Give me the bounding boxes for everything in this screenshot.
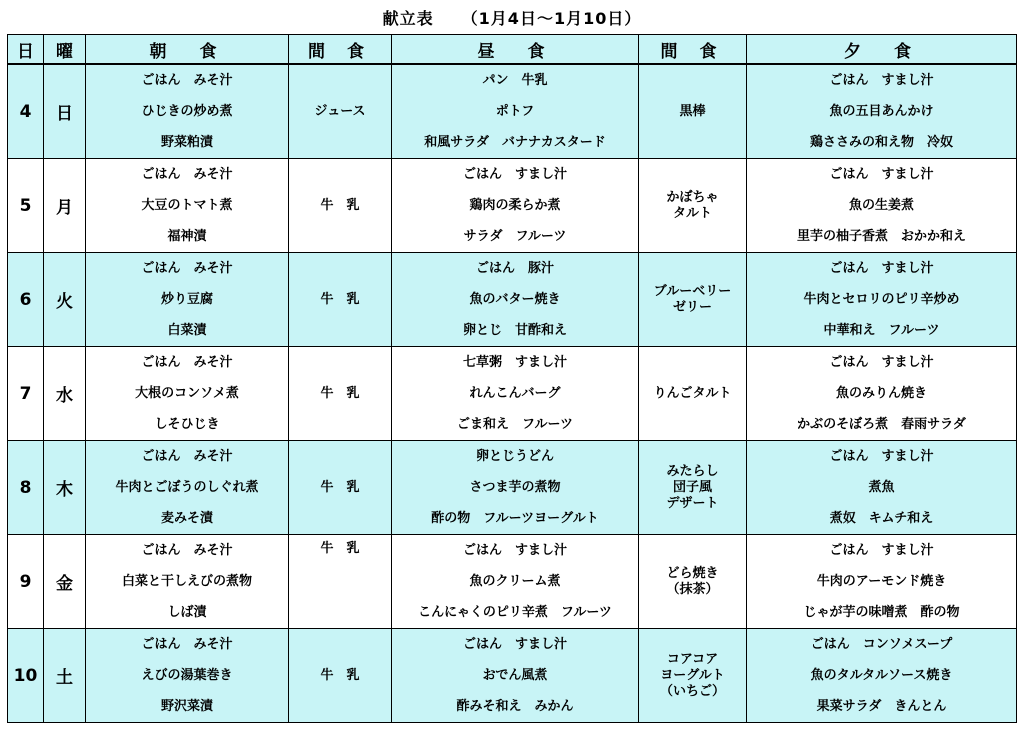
dinner-cell-item: 里芋の柚子香煮 おかか和え <box>796 229 966 244</box>
breakfast-cell <box>86 159 289 253</box>
snack-am-cell <box>289 159 392 253</box>
lunch-cell-item: こんにゃくのピリ辛煮 フルーツ <box>418 605 612 620</box>
lunch-cell <box>392 159 639 253</box>
snack-pm-cell-line: コアコア <box>666 651 719 667</box>
dinner-cell-item: ごはん コンソメスープ <box>810 637 953 652</box>
table-row <box>8 253 1017 347</box>
table-row <box>8 64 1017 159</box>
snack-pm-cell <box>639 64 747 159</box>
dow-cell: 火 <box>44 253 86 347</box>
breakfast-cell-item: しば漬 <box>167 605 207 620</box>
dinner-cell <box>747 441 1017 535</box>
breakfast-cell-item: 麦みそ漬 <box>160 511 213 526</box>
table-row <box>8 535 1017 629</box>
dinner-cell-item: 牛肉のアーモンド焼き <box>816 574 947 589</box>
dow-cell: 月 <box>44 159 86 253</box>
snack-pm-cell <box>639 159 747 253</box>
snack-am-cell <box>289 253 392 347</box>
table-row <box>8 347 1017 441</box>
breakfast-cell <box>86 441 289 535</box>
dow-cell: 木 <box>44 441 86 535</box>
snack-pm-cell-line: ブルーベリー <box>653 283 732 299</box>
dinner-cell-item: かぶのそぼろ煮 春雨サラダ <box>797 417 966 432</box>
lunch-cell-item: 魚のクリーム煮 <box>469 574 561 589</box>
table-row <box>8 159 1017 253</box>
day-cell: 6 <box>8 253 44 347</box>
snack-pm-cell-line: ヨーグルト <box>660 667 725 683</box>
lunch-cell-item: サラダ フルーツ <box>463 229 567 244</box>
dow-cell: 水 <box>44 347 86 441</box>
breakfast-cell-item: 野沢菜漬 <box>160 699 213 714</box>
dinner-cell-item: 魚のタルタルソース焼き <box>810 668 953 683</box>
lunch-cell-item: 和風サラダ バナナカスタード <box>424 135 606 150</box>
dinner-cell-item: 果菜サラダ きんとん <box>816 699 947 714</box>
lunch-cell-item: 卵とじうどん <box>475 449 554 464</box>
breakfast-cell-item: しそひじき <box>154 417 220 432</box>
lunch-cell <box>392 629 639 723</box>
table-row <box>8 629 1017 723</box>
breakfast-cell <box>86 253 289 347</box>
snack-pm-cell-line: ゼリー <box>672 299 712 315</box>
breakfast-cell-item: 大根のコンソメ煮 <box>135 386 239 401</box>
snack-pm-cell-line: みたらし <box>666 463 719 479</box>
title-period: （1月4日～1月10日） <box>461 9 642 28</box>
breakfast-cell-item: ごはん みそ汁 <box>141 167 233 182</box>
lunch-cell <box>392 441 639 535</box>
lunch-cell-item: れんこんバーグ <box>469 386 561 401</box>
dinner-cell-item: 魚の生姜煮 <box>848 198 914 213</box>
dinner-cell <box>747 159 1017 253</box>
breakfast-cell-item: ごはん みそ汁 <box>141 449 233 464</box>
breakfast-cell-item: 福神漬 <box>167 229 207 244</box>
snack-pm-cell-line: タルト <box>672 205 712 221</box>
breakfast-cell <box>86 347 289 441</box>
menu-table <box>7 34 1017 723</box>
snack-pm-cell <box>639 253 747 347</box>
dinner-cell-item: 牛肉とセロリのピリ辛炒め <box>803 292 960 307</box>
lunch-cell-item: 酢みそ和え みかん <box>456 699 574 714</box>
dinner-cell-item: 鶏ささみの和え物 冷奴 <box>809 135 953 150</box>
header-snack-am: 間 食 <box>289 35 392 65</box>
breakfast-cell-item: ごはん みそ汁 <box>141 261 233 276</box>
breakfast-cell-item: 大豆のトマト煮 <box>141 198 233 213</box>
lunch-cell-item: 七草粥 すまし汁 <box>462 355 567 370</box>
lunch-cell <box>392 253 639 347</box>
snack-pm-cell <box>639 535 747 629</box>
dinner-cell-item: ごはん すまし汁 <box>829 167 934 182</box>
page-title <box>0 6 1024 30</box>
lunch-cell <box>392 64 639 159</box>
breakfast-cell-item: 野菜粕漬 <box>160 135 213 150</box>
dinner-cell <box>747 253 1017 347</box>
breakfast-cell-item: 牛肉とごぼうのしぐれ煮 <box>115 480 259 495</box>
lunch-cell-item: さつま芋の煮物 <box>469 480 561 495</box>
dinner-cell-item: ごはん すまし汁 <box>829 73 934 88</box>
breakfast-cell <box>86 64 289 159</box>
header-snack-pm: 間 食 <box>639 35 747 65</box>
dinner-cell-item: じゃが芋の味噌煮 酢の物 <box>803 605 960 620</box>
breakfast-cell-item: ごはん みそ汁 <box>141 355 233 370</box>
menu-body <box>8 64 1017 723</box>
breakfast-cell <box>86 535 289 629</box>
header-dow: 曜 <box>44 35 86 65</box>
snack-pm-cell-line: どら焼き <box>666 565 719 581</box>
day-cell: 10 <box>8 629 44 723</box>
breakfast-cell-item: ごはん みそ汁 <box>141 73 233 88</box>
lunch-cell-item: 鶏肉の柔らか煮 <box>469 198 561 213</box>
snack-pm-cell <box>639 347 747 441</box>
dinner-cell <box>747 347 1017 441</box>
snack-am-cell-line: 牛 乳 <box>320 479 360 495</box>
snack-am-cell <box>289 535 392 629</box>
header-row <box>8 35 1017 65</box>
snack-pm-cell-line: デザート <box>666 495 719 511</box>
breakfast-cell-item: ごはん みそ汁 <box>141 637 233 652</box>
day-cell: 7 <box>8 347 44 441</box>
lunch-cell-item: 卵とじ 甘酢和え <box>462 323 567 338</box>
header-dinner: 夕 食 <box>747 35 1017 65</box>
dinner-cell-item: 煮奴 キムチ和え <box>829 511 934 526</box>
header-day: 日 <box>8 35 44 65</box>
day-cell: 5 <box>8 159 44 253</box>
dinner-cell-item: ごはん すまし汁 <box>829 449 934 464</box>
breakfast-cell-item: 白菜と干しえびの煮物 <box>121 574 252 589</box>
dow-cell: 土 <box>44 629 86 723</box>
snack-am-cell <box>289 64 392 159</box>
lunch-cell-item: ごま和え フルーツ <box>457 417 573 432</box>
breakfast-cell <box>86 629 289 723</box>
breakfast-cell-item: 白菜漬 <box>167 323 207 338</box>
header-breakfast: 朝 食 <box>86 35 289 65</box>
snack-pm-cell-line: （抹茶） <box>666 581 719 597</box>
lunch-cell-item: ごはん すまし汁 <box>462 167 567 182</box>
snack-am-cell-line: 牛 乳 <box>320 291 360 307</box>
lunch-cell-item: ごはん すまし汁 <box>462 543 567 558</box>
dinner-cell <box>747 535 1017 629</box>
snack-am-cell-line: 牛 乳 <box>320 197 360 213</box>
breakfast-cell-item: ひじきの炒め煮 <box>141 104 233 119</box>
dow-cell: 日 <box>44 64 86 159</box>
snack-pm-cell-line: （いちご） <box>659 683 725 699</box>
dinner-cell-item: 魚のみりん焼き <box>835 386 927 401</box>
dinner-cell-item: ごはん すまし汁 <box>829 261 934 276</box>
breakfast-cell-item: えびの湯葉巻き <box>141 668 233 683</box>
title-text: 献立表 <box>382 9 434 28</box>
lunch-cell-item: パン 牛乳 <box>482 73 548 88</box>
dinner-cell-item: ごはん すまし汁 <box>829 355 934 370</box>
snack-am-cell-line: 牛 乳 <box>320 385 360 401</box>
snack-pm-cell <box>639 441 747 535</box>
breakfast-cell-item: ごはん みそ汁 <box>141 543 233 558</box>
snack-pm-cell-line: かぼちゃ <box>666 189 719 205</box>
day-cell: 9 <box>8 535 44 629</box>
snack-am-cell-line: 牛 乳 <box>320 667 360 683</box>
snack-pm-cell-line: りんごタルト <box>653 385 732 401</box>
day-cell: 4 <box>8 64 44 159</box>
dinner-cell-item: 魚の五目あんかけ <box>829 104 934 119</box>
snack-am-cell-line: ジュース <box>314 103 366 119</box>
dinner-cell-item: 煮魚 <box>868 480 895 495</box>
breakfast-cell-item: 炒り豆腐 <box>160 292 213 307</box>
lunch-cell <box>392 347 639 441</box>
header-lunch: 昼 食 <box>392 35 639 65</box>
lunch-cell-item: 酢の物 フルーツヨーグルト <box>431 511 599 526</box>
snack-pm-cell <box>639 629 747 723</box>
dinner-cell-item: 中華和え フルーツ <box>823 323 940 338</box>
lunch-cell <box>392 535 639 629</box>
day-cell: 8 <box>8 441 44 535</box>
lunch-cell-item: ポトフ <box>495 104 535 119</box>
table-row <box>8 441 1017 535</box>
snack-am-cell <box>289 347 392 441</box>
dow-cell: 金 <box>44 535 86 629</box>
snack-am-cell <box>289 441 392 535</box>
lunch-cell-item: ごはん すまし汁 <box>462 637 567 652</box>
dinner-cell <box>747 64 1017 159</box>
lunch-cell-item: おでん風煮 <box>482 668 548 683</box>
snack-am-cell <box>289 629 392 723</box>
dinner-cell-item: ごはん すまし汁 <box>829 543 934 558</box>
dinner-cell <box>747 629 1017 723</box>
lunch-cell-item: ごはん 豚汁 <box>475 261 554 276</box>
snack-pm-cell-line: 黒棒 <box>679 103 706 119</box>
lunch-cell-item: 魚のバター焼き <box>469 292 561 307</box>
snack-pm-cell-line: 団子風 <box>672 479 712 495</box>
snack-am-cell-line: 牛 乳 <box>320 541 360 556</box>
